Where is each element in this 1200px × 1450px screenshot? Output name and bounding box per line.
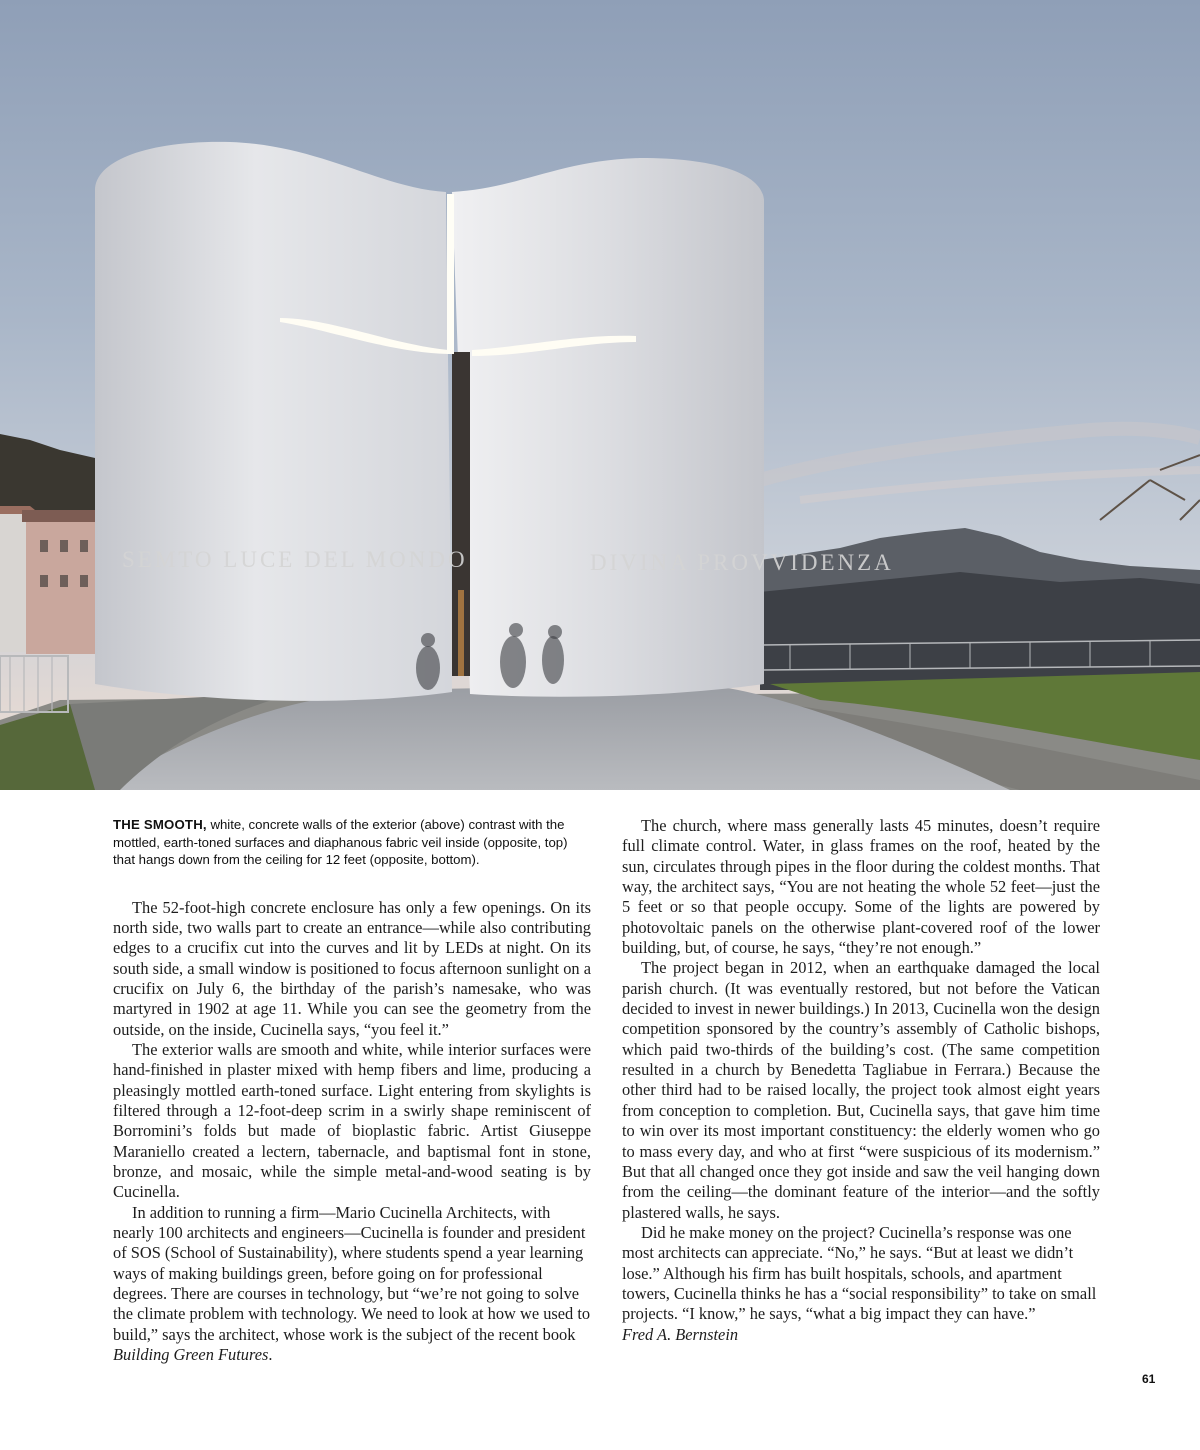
caption-lead: THE SMOOTH, [113, 817, 207, 832]
book-title-end: . [268, 1345, 273, 1365]
body-paragraph: The exterior walls are smooth and white, while interior surfaces were hand-finished in plaster mixed with hemp fibers and lime, producing a pleasingly mottled earth-toned surface. Light entering from skylights is filtered through a 12-foot-deep scrim in a swirly shape reminiscent of Borromini’s folds but made of bioplastic fabric. Artist Giuseppe Maraniello created a lectern, tabernacle, and baptismal font in stone, bronze, and mosaic, while the simple metal-and-wood seating is by Cucinella. [113, 1039, 591, 1202]
author-byline: Fred A. Bernstein [622, 1324, 739, 1344]
body-paragraph: Did he make money on the project? Cucinella’s response was one most architects can appreciate. “No,” he says. “But at least we didn’t lose.” Although his firm has built hospitals, schools, and apartment towers, Cucinella thinks he has a “social responsibility” to take on small projects. “I know,” he says, “what a big impact they can have.” [622, 1222, 1097, 1324]
photo-caption [113, 816, 591, 869]
wall-inscription-right: DIVINA PROVVIDENZA [590, 550, 894, 575]
body-paragraph: The 52-foot-high concrete enclosure has only a few openings. On its north side, two walls part to create an entrance—while also contributing edges to a crucifix cut into the curves and lit by LEDs at night. On its south side, a small window is positioned to focus afternoon sunlight on a crucifix on July 6, the birthday of the parish’s namesake, who was martyred in 1902 at age 11. While you can see the geometry from the outside, on the inside, Cucinella says, “you feel it.” [113, 897, 591, 1039]
body-paragraph: The project began in 2012, when an earthquake damaged the local parish church. (It was eventually restored, but not before the Vatican decided to invest in newer buildings.) In 2013, Cucinella won the design competition sponsored by the country’s assembly of Catholic bishops, which paid two-thirds of the building’s cost. (The same competition resulted in a church by Benedetta Tagliabue in Ferrara.) Because the other third had to be raised locally, the project took almost eight years from conception to completion. But, Cucinella says, that gave him time to win over its most important constituency: the elderly women who go to mass every day, and who at first “were suspicious of its modernism.” But that all changed once they got inside and saw the veil hanging down from the ceiling—the dominant feature of the interior—and the softly plastered walls, he says. [622, 958, 1100, 1222]
left-column [113, 816, 591, 1365]
book-title: Building Green Futures [113, 1345, 269, 1365]
body-paragraph [113, 1203, 591, 1366]
body-paragraph: The church, where mass generally lasts 45 minutes, doesn’t require full climate control. Water, in glass frames on the roof, heated by the sun, circulates through pipes in the floor during the coldest months. That way, the architect says, “You are not heating the whole 52 feet—just the 5 feet or so that people occupy. Some of the lights are powered by photovoltaic panels on the otherwise plant-covered roof of the lower building, but, of course, he says, “they’re not enough.” [622, 816, 1100, 958]
right-column [622, 816, 1100, 1345]
page-number: 61 [1142, 1372, 1156, 1386]
caption-text: white, concrete walls of the exterior (above) contrast with the mottled, earth-toned surfaces and diaphanous fabric veil inside (opposite, top) that hangs down from the ceiling for 12 feet (opposite, bottom). [113, 817, 568, 867]
paragraph-text: In addition to running a firm—Mario Cucinella Architects, with nearly 100 architects and engineers—Cucinella is founder and president of SOS (School of Sustainability), where students spend a year learning ways of making buildings green, before going on for professional degrees. There are courses in technology, but “we’re not going to solve the climate problem with technology. We need to look at how we used to build,” says the architect, whose work is the subject of the recent book [113, 1202, 591, 1344]
wall-inscription-left: SEMTO LUCE DEL MONDO [122, 547, 468, 572]
